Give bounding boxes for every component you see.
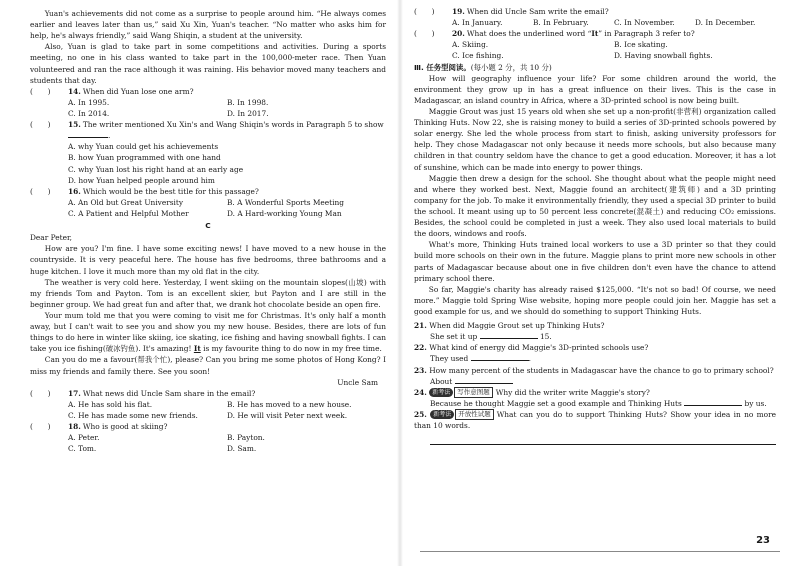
option-d: D. A Hard-working Young Man — [227, 208, 342, 218]
passage-b-paragraph-5: Yuan's achievements did not come as a surprise to people around him. “He always comes earlier and leaves later than us,” said Xu Xin, Yuan's teacher. “No matter who asks him for help, he's always friendly,” said Wang Shiqin, a student at the university. — [30, 9, 386, 41]
question-number: 16. — [68, 186, 81, 196]
letter-paragraph-1: How are you? I'm fine. I have some exciting news! I have moved to a new house in the countryside. It is very peaceful here. The house has five bedrooms, three bathrooms and a huge kitchen. I love it much more than my old flat in the city. — [30, 244, 386, 276]
option-c: C. Ice fishing. — [452, 51, 504, 61]
question-24: 24. 新考法 写作意图题 Why did the writer write Maggie's story? Because he thought Maggie set a good example and Thinking Huts by us. — [414, 387, 767, 408]
question-17 — [30, 388, 386, 421]
answer-paren[interactable]: ( ) — [30, 186, 51, 196]
question-text: What kind of energy did Maggie's 3D-printed schools use? — [429, 343, 649, 353]
letter-greeting: Dear Peter, — [30, 233, 73, 243]
new-method-tag: 新考法 — [430, 410, 454, 419]
option-d: D. how Yuan helped people around him — [68, 175, 215, 185]
question-text: How many percent of the students in Madagascar have the chance to go to primary school? — [429, 365, 774, 375]
option-d: D. Sam. — [227, 444, 257, 454]
option-c: C. A Patient and Helpful Mother — [68, 208, 189, 218]
question-text: When did Uncle Sam write the email? — [466, 7, 609, 16]
question-number: 24. — [414, 387, 427, 397]
answer-paren[interactable]: ( ) — [30, 388, 51, 398]
question-number: 25. — [414, 409, 427, 419]
question-text: What can you do to support Thinking Huts? Show your idea in no more than 10 words. — [414, 409, 776, 431]
question-end: . — [108, 131, 111, 141]
option-a: A. An Old but Great University — [68, 197, 184, 207]
answer-paren[interactable]: ( ) — [30, 86, 51, 96]
page-number: 23 — [756, 535, 770, 546]
option-a: A. He has sold his flat. — [68, 399, 153, 409]
option-c: C. why Yuan lost his right hand at an early age — [68, 164, 244, 174]
letter-paragraph-3: Your mum told me that you were coming to visit me for Christmas. It's only half a month away, but I can't wait to see you and show you my new house. Besides, there are lots of fun things to do here in winter like skiing, ice skating, ice fishing and having snowball fights. I can take you ice fishing(破冰钓鱼). It's amazing! It is my favourite thing to do now in my free time. — [30, 310, 386, 354]
quoted-word: It — [591, 29, 599, 39]
question-number: 22. — [414, 343, 427, 353]
option-a: A. Skiing. — [452, 40, 489, 50]
passage-paragraph-4: What's more, Thinking Huts trained local workers to use a 3D printer so that they could build more schools on their own in the future. Maggie plans to print more new schools in other parts of Madagascar because about one in five children don't even have the chance to attend primary school there. — [414, 240, 776, 283]
answer-blank[interactable] — [455, 376, 513, 384]
option-a: A. In 1995. — [68, 97, 110, 107]
option-b: B. In 1998. — [227, 97, 269, 107]
option-d: D. Having snowball fights. — [614, 51, 713, 61]
question-text: When did Yuan lose one arm? — [82, 86, 194, 96]
question-number: 14. — [68, 86, 81, 96]
option-a: A. Peter. — [68, 433, 100, 443]
question-21: 21. When did Maggie Grout set up Thinking Huts? She set it up 15. — [414, 321, 605, 342]
answer-paren[interactable]: ( ) — [414, 29, 435, 39]
underlined-word-it: It — [193, 344, 201, 354]
right-page — [400, 0, 800, 566]
option-d: D. In 2017. — [227, 108, 269, 118]
letter-paragraph-2: The weather is very cold here. Yesterday, I went skiing on the mountain slopes(山坡) with my friends Tom and Payton. Tom is an excellent skier, but Payton and I are still in the beginner group. We had great fun and after that, we drank hot chocolate beside an open fire. — [30, 277, 386, 309]
question-15 — [30, 119, 386, 186]
answer-paren[interactable]: ( ) — [414, 7, 435, 16]
section-3-note: (每小题 2 分，共 10 分) — [470, 62, 552, 72]
section-c-heading: C — [205, 221, 211, 231]
option-a: A. In January. — [452, 18, 503, 28]
question-number: 23. — [414, 365, 427, 375]
option-c: C. Tom. — [68, 444, 97, 454]
answer-line[interactable] — [430, 431, 776, 445]
new-method-tag: 新考法 — [429, 388, 453, 397]
question-text: Why did the writer write Maggie's story? — [495, 387, 650, 397]
option-d: D. He will visit Peter next week. — [227, 410, 348, 420]
option-b: B. how Yuan programmed with one hand — [68, 153, 221, 163]
question-20: ( ) 20. What does the underlined word “It” in Paragraph 3 refer to? A. Skiing. B. Ice skating. C. Ice fishing. D. Having snowball fights. — [414, 28, 776, 61]
option-c: C. In 2014. — [68, 108, 110, 118]
answer-paren[interactable]: ( ) — [30, 120, 51, 130]
letter-paragraph-4: Can you do me a favour(帮我个忙), please? Can you bring me some photos of Hong Kong? I miss my friends and family there. See you soon! — [30, 355, 386, 376]
footer-rule — [420, 551, 780, 552]
question-23: 23. How many percent of the students in Madagascar have the chance to go to primary school? About — [414, 365, 774, 386]
answer-paren[interactable]: ( ) — [30, 422, 51, 432]
question-text: Who is good at skiing? — [82, 422, 168, 432]
question-18 — [30, 421, 386, 454]
option-b: B. A Wonderful Sports Meeting — [227, 197, 344, 207]
section-3-heading: Ⅲ. 任务型阅读。(每小题 2 分，共 10 分) — [414, 62, 552, 72]
question-number: 20. — [452, 29, 465, 39]
option-c: C. He has made some new friends. — [68, 410, 198, 420]
passage-b-paragraph-6: Also, Yuan is glad to take part in some competitions and activities. During a sports meeting, no one in his class wanted to take part in the 100,000-meter race. Then Yuan volunteered and ran the race although it was raining. His behavior moved many teachers and students that day. — [30, 42, 386, 85]
question-number: 15. — [68, 120, 81, 130]
option-b: B. He has moved to a new house. — [227, 399, 352, 409]
question-16 — [30, 186, 386, 219]
answer-blank[interactable] — [471, 353, 529, 361]
question-text: The writer mentioned Xu Xin's and Wang Shiqin's words in Paragraph 5 to show — [82, 120, 384, 130]
option-b: B. In February. — [533, 18, 589, 28]
passage-paragraph-5: So far, Maggie's charity has already raised $125,000. “It's not so bad! Of course, we need more.” Maggie told Spring Wise website, hoping more people could join her. Maggie has set a good example for us, and we should do something to support Thinking Huts. — [414, 284, 776, 316]
question-22: 22. What kind of energy did Maggie's 3D-printed schools use? They used . — [414, 343, 649, 364]
passage-paragraph-2: Maggie Grout was just 15 years old when she set up a non-profit(非营利) organization called Thinking Huts. Now 22, she is raising money to build a series of 3D-printed schools powered by solar energy. She led the whole process from start to finish, asking university professors for help. They chose Madagascar not only because it needs more schools, but also because many children in that country seldom have the chance to get a good education. Moreover, it has a lot of sunshine, which can be made into energy to power things. — [414, 106, 776, 172]
question-25 — [414, 409, 776, 445]
option-b: B. Payton. — [227, 433, 265, 443]
passage-paragraph-3: Maggie then drew a design for the school. She thought about what the people might need and where they worked best. Next, Maggie found an architect(建筑师) and a 3D printing company for the job. To make it environmentally friendly, they used a special 3D printer to build the school. It meant using up to 50 percent less concrete(混凝土) and reducing CO₂ emissions. Besides, the school could be completed in just a week. They also used local materials to build the doors, windows and roofs. — [414, 173, 776, 239]
option-c: C. In November. — [614, 18, 675, 28]
question-type-tag: 开放性试题 — [455, 409, 494, 420]
letter-signature: Uncle Sam — [337, 377, 378, 387]
fill-blank[interactable] — [68, 130, 111, 141]
question-type-tag: 写作意图题 — [454, 387, 493, 398]
option-b: B. Ice skating. — [614, 40, 668, 50]
question-number: 21. — [414, 321, 427, 331]
option-d: D. In December. — [695, 18, 756, 28]
question-text: Which would be the best title for this passage? — [82, 186, 259, 196]
answer-blank[interactable] — [480, 331, 538, 339]
question-14 — [30, 86, 386, 119]
passage-paragraph-1: How will geography influence your life? For some children around the world, the environment they grow up in has a great influence on their lives. This is the case in Madagascar, an island country in Africa, where a 3D-printed school is now being built. — [414, 73, 776, 105]
question-number: 17. — [68, 388, 81, 398]
question-number: 18. — [68, 422, 81, 432]
question-19 — [414, 6, 776, 28]
question-number: 19. — [452, 7, 465, 16]
question-text: What news did Uncle Sam share in the email? — [82, 388, 256, 398]
answer-blank[interactable] — [684, 398, 742, 406]
option-a: A. why Yuan could get his achievements — [68, 142, 219, 152]
question-text: When did Maggie Grout set up Thinking Huts? — [429, 321, 605, 331]
